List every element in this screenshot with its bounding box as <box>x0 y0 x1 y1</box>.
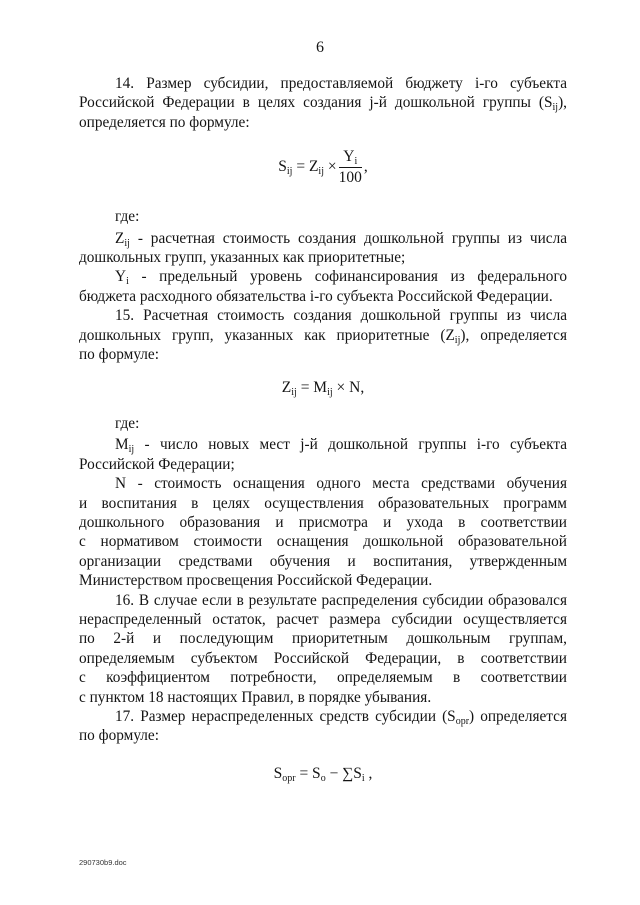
def-n-line3: дошкольного образования и присмотра и ухода в соответствии <box>79 513 567 531</box>
def-y-line1: $Y_i$ - предельный уровень софинансирования из федерального <box>115 268 567 288</box>
def-z-line2: дошкольных групп, указанных как приоритетные; <box>79 249 406 267</box>
p15-line1: 15. Расчетная стоимость создания дошкольной группы из числа <box>115 307 567 325</box>
def-n-line2: и воспитания в целях осуществления образовательных программ <box>79 494 567 512</box>
p14-line2: Российской Федерации в целях создания j-й дошкольной группы $(S_{ij})$, <box>79 94 567 114</box>
p17-line2: по формуле: <box>79 727 159 745</box>
p16-line1: 16. В случае если в результате распределения субсидии образовался <box>115 591 567 609</box>
p17-line1: 17. Размер нераспределенных средств субсидии $(S_{opr})$ определяется <box>115 707 567 727</box>
p16-line3: по 2-й и последующим приоритетным дошкольным группам, <box>79 630 567 648</box>
formula-s-ij: $S_{ij} = Z_{ij}$ × $\frac{Y_i}{100}$ , <box>278 148 368 187</box>
page-number: 6 <box>316 39 324 56</box>
p15-line2: дошкольных групп, указанных как приоритетные $(Z_{ij})$, определяется <box>79 326 568 346</box>
p14-line1: 14. Размер субсидии, предоставляемой бюджету i-го субъекта <box>115 75 567 92</box>
def-m-line2: Российской Федерации; <box>79 455 235 473</box>
def-m-line1: $M_{ij}$ - число новых мест j-й дошкольной группы i-го субъекта <box>115 436 567 456</box>
p15-line3: по формуле: <box>79 346 159 364</box>
def-n-line6: Министерством просвещения Российской Федерации. <box>79 572 433 590</box>
formula-s-opr: $S_{opr} = S_o - \sum S_i$ , <box>273 764 373 784</box>
fraction: $\frac{Y_i}{100}$ <box>338 148 362 187</box>
p16-line2: нераспределенный остаток, расчет размера субсидии осуществляется <box>79 610 567 628</box>
def-y-line2: бюджета расходного обязательства i-го субъекта Российской Федерации. <box>79 287 553 305</box>
formula-z-ij: $Z_{ij} = M_{ij} \times N$, <box>281 379 365 399</box>
def-z-line1: $Z_{ij}$ - расчетная стоимость создания дошкольной группы из числа <box>115 229 567 249</box>
where-label-2: где: <box>115 414 140 432</box>
where-label-1: где: <box>115 208 140 226</box>
def-n-line4: с нормативом стоимости оснащения дошкольной образовательной <box>79 533 567 551</box>
def-n-line1: N - стоимость оснащения одного места средствами обучения <box>115 475 567 493</box>
file-name-footer: 290730b9.doc <box>79 858 127 867</box>
document-body <box>79 74 567 783</box>
p16-line4: определяемым субъектом Российской Федерации, в соответствии <box>79 649 567 667</box>
p16-line5: с коэффициентом потребности, определяемым в соответствии <box>79 669 567 687</box>
def-n-line5: организации средствами обучения и воспитания, утвержденным <box>79 552 567 570</box>
p16-line6: с пунктом 18 настоящих Правил, в порядке убывания. <box>79 688 432 706</box>
p14-line3: определяется по формуле: <box>79 113 250 131</box>
